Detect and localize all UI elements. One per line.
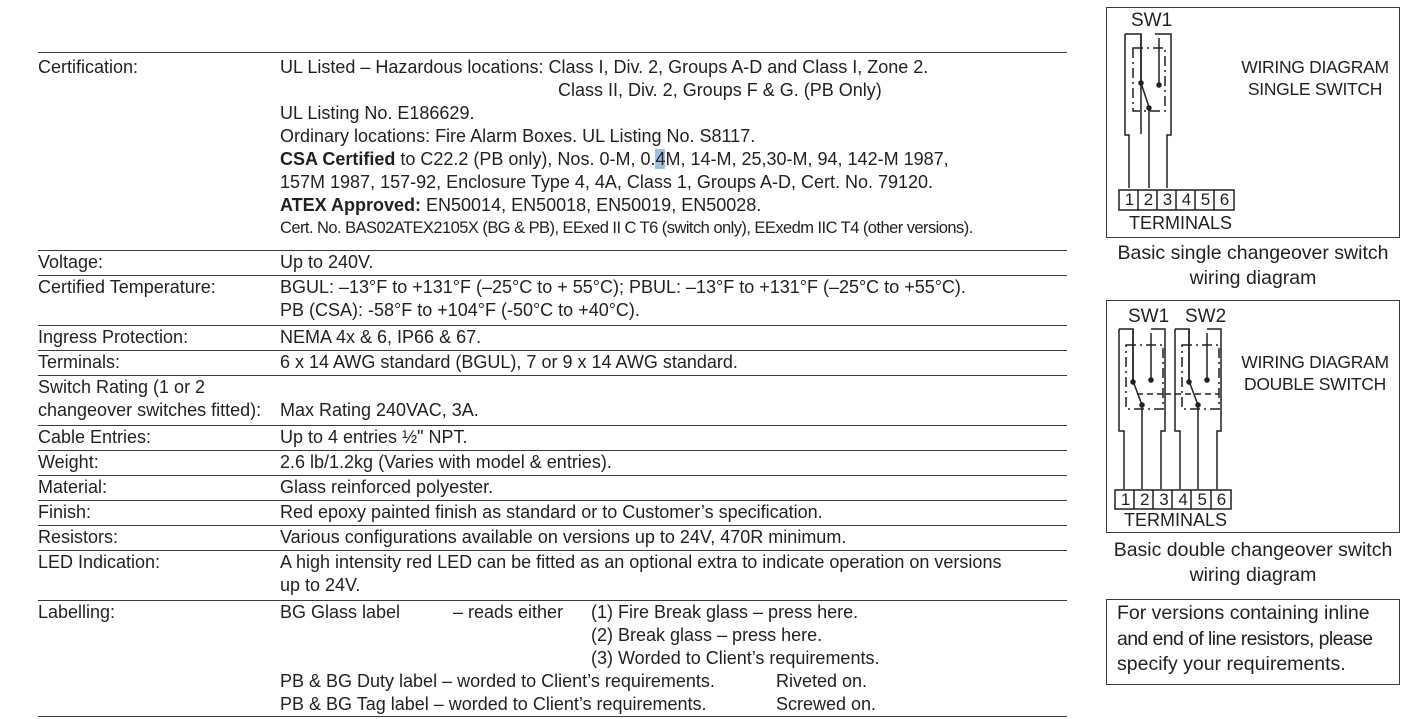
cert-ul-hazardous: UL Listed – Hazardous locations: Class I, Div. 2, Groups A-D and Class I, Zone 2.: [280, 57, 929, 77]
terminals-label: TERMINALS: [1129, 213, 1233, 233]
switch-label-sw1: SW1: [1131, 10, 1173, 31]
spec-label: Material:: [38, 477, 108, 497]
spec-value: Various configurations available on versions up to 24V, 470R minimum.: [280, 527, 847, 547]
spec-label: Voltage:: [38, 252, 104, 272]
terminal-2: 2: [1140, 490, 1150, 509]
cert-ul-class2: Class II, Div. 2, Groups F & G. (PB Only): [558, 80, 882, 100]
spec-row-terminals: [38, 350, 1067, 375]
cert-ordinary-locations: Ordinary locations: Fire Alarm Boxes. UL Listing No. S8117.: [280, 126, 756, 146]
note-line-2: and end of line resistors, please: [1117, 627, 1373, 650]
terminal-4: 4: [1181, 190, 1192, 209]
single-switch-caption: [1102, 241, 1404, 291]
spec-row-material: [38, 475, 1067, 500]
resistor-note-box: [1106, 599, 1400, 685]
spec-value: 6 x 14 AWG standard (BGUL), 7 or 9 x 14 AWG standard.: [280, 352, 738, 372]
caption-line-2: wiring diagram: [1189, 267, 1317, 289]
diagram-title: [1232, 56, 1398, 100]
glass-option-2: (2) Break glass – press here.: [591, 625, 823, 645]
csa-text-b: M, 14-M, 25,30-M, 94, 142-M 1987,: [665, 149, 949, 169]
spec-row-certification: [38, 52, 1067, 250]
specifications-table: [38, 52, 1067, 717]
spec-label: Cable Entries:: [38, 427, 152, 447]
spec-value: Glass reinforced polyester.: [280, 477, 494, 497]
terminal-1: 1: [1120, 490, 1131, 509]
wiring-diagram-double-switch: [1106, 300, 1400, 533]
duty-label: PB & BG Duty label – worded to Client’s requirements.: [280, 671, 715, 691]
note-line-1: For versions containing inline: [1117, 602, 1370, 624]
spec-row-weight: [38, 450, 1067, 475]
spec-value: [280, 551, 1001, 597]
terminal-4: 4: [1178, 490, 1188, 509]
csa-text-a: to C22.2 (PB only), Nos. 0-M, 0.: [395, 149, 656, 169]
led-line: up to 24V.: [280, 575, 361, 595]
note-line-3: specify your requirements.: [1117, 653, 1346, 675]
switch-label-sw2: SW2: [1185, 306, 1227, 327]
terminal-1: 1: [1124, 190, 1135, 209]
double-switch-caption: [1102, 538, 1404, 588]
tag-label-fixing: Screwed on.: [776, 694, 877, 714]
diagram-title: [1232, 351, 1398, 395]
tag-label: PB & BG Tag label – worded to Client’s requirements.: [280, 694, 707, 714]
spec-value: NEMA 4x & 6, IP66 & 67.: [280, 327, 482, 347]
spec-label: Weight:: [38, 452, 99, 472]
spec-row-voltage: [38, 250, 1067, 275]
spec-value: 2.6 lb/1.2kg (Varies with model & entries).: [280, 452, 612, 472]
terminals-label: TERMINALS: [1124, 510, 1228, 530]
spec-row-resistors: [38, 525, 1067, 550]
cert-atex-number: Cert. No. BAS02ATEX2105X (BG & PB), EExed II C T6 (switch only), EExedm IIC T4 (other versions).: [280, 219, 973, 237]
cert-ul-listing: UL Listing No. E186629.: [280, 103, 475, 123]
terminal-6: 6: [1219, 190, 1230, 209]
spec-row-labelling: [38, 600, 1067, 717]
spec-value: Up to 240V.: [280, 252, 374, 272]
spec-label: Ingress Protection:: [38, 327, 189, 347]
atex-text: EN50014, EN50018, EN50019, EN50028.: [421, 195, 762, 215]
spec-label: LED Indication:: [38, 552, 161, 572]
spec-row-cable-entries: [38, 425, 1067, 450]
duty-label-fixing: Riveted on.: [776, 671, 868, 691]
spec-row-temperature: [38, 275, 1067, 325]
temp-line: BGUL: –13°F to +131°F (–25°C to + 55°C); PBUL: –13°F to +131°F (–25°C to +55°C).: [280, 277, 966, 297]
glass-label: BG Glass label: [280, 602, 401, 622]
glass-option-1: (1) Fire Break glass – press here.: [591, 602, 859, 622]
spec-value: [280, 276, 966, 322]
temp-line: PB (CSA): -58°F to +104°F (-50°C to +40°C).: [280, 300, 640, 320]
resistor-note-text: [1117, 601, 1373, 678]
caption-line-1: Basic single changeover switch: [1117, 242, 1389, 264]
spec-row-ingress: [38, 325, 1067, 350]
switch-label-sw1: SW1: [1128, 306, 1170, 327]
glass-label-dash: – reads either: [453, 602, 564, 622]
diagram-title-line-1: WIRING DIAGRAM: [1241, 57, 1389, 77]
spec-row-led: [38, 550, 1067, 600]
spec-label: [38, 376, 261, 422]
cert-atex: [280, 194, 973, 217]
spec-label: Labelling:: [38, 602, 116, 622]
terminal-2: 2: [1143, 190, 1154, 209]
spec-label: Certified Temperature:: [38, 277, 216, 297]
spec-row-switch-rating: [38, 375, 1067, 425]
wiring-diagram-single-switch: [1106, 7, 1400, 238]
spec-label: Certification:: [38, 57, 139, 77]
spec-label: Resistors:: [38, 527, 119, 547]
switch-rating-label-2: changeover switches fitted):: [38, 400, 262, 420]
diagram-title-line-1: WIRING DIAGRAM: [1241, 352, 1389, 372]
spec-value: Red epoxy painted finish as standard or to Customer’s specification.: [280, 502, 823, 522]
caption-line-1: Basic double changeover switch: [1113, 539, 1393, 561]
terminal-5: 5: [1200, 190, 1211, 209]
spec-value: [280, 601, 1070, 716]
switch-rating-label-1: Switch Rating (1 or 2: [38, 377, 206, 397]
csa-certified-bold: CSA Certified: [280, 149, 396, 169]
spec-value: [280, 56, 973, 240]
terminal-numbers: [1116, 490, 1231, 509]
glass-option-3: (3) Worded to Client’s requirements.: [591, 648, 880, 668]
terminal-3: 3: [1162, 190, 1173, 209]
spec-value: Up to 4 entries ½" NPT.: [280, 427, 468, 447]
terminal-6: 6: [1216, 490, 1227, 509]
text-selection-highlight[interactable]: 4: [655, 149, 666, 169]
cert-csa: [280, 148, 973, 171]
atex-approved-bold: ATEX Approved:: [280, 195, 422, 215]
terminal-5: 5: [1197, 490, 1207, 509]
diagram-title-line-2: SINGLE SWITCH: [1247, 79, 1383, 99]
spec-value: Max Rating 240VAC, 3A.: [280, 400, 479, 420]
spec-row-finish: [38, 500, 1067, 525]
spec-label: Finish:: [38, 502, 92, 522]
terminal-3: 3: [1159, 490, 1169, 509]
caption-line-2: wiring diagram: [1189, 564, 1317, 586]
cert-csa-cont: 157M 1987, 157-92, Enclosure Type 4, 4A, Class 1, Groups A-D, Cert. No. 79120.: [280, 172, 934, 192]
led-line: A high intensity red LED can be fitted as an optional extra to indicate operation on versions: [280, 552, 1002, 572]
spec-label: Terminals:: [38, 352, 121, 372]
diagram-title-line-2: DOUBLE SWITCH: [1244, 374, 1386, 394]
terminal-numbers: [1120, 190, 1234, 210]
